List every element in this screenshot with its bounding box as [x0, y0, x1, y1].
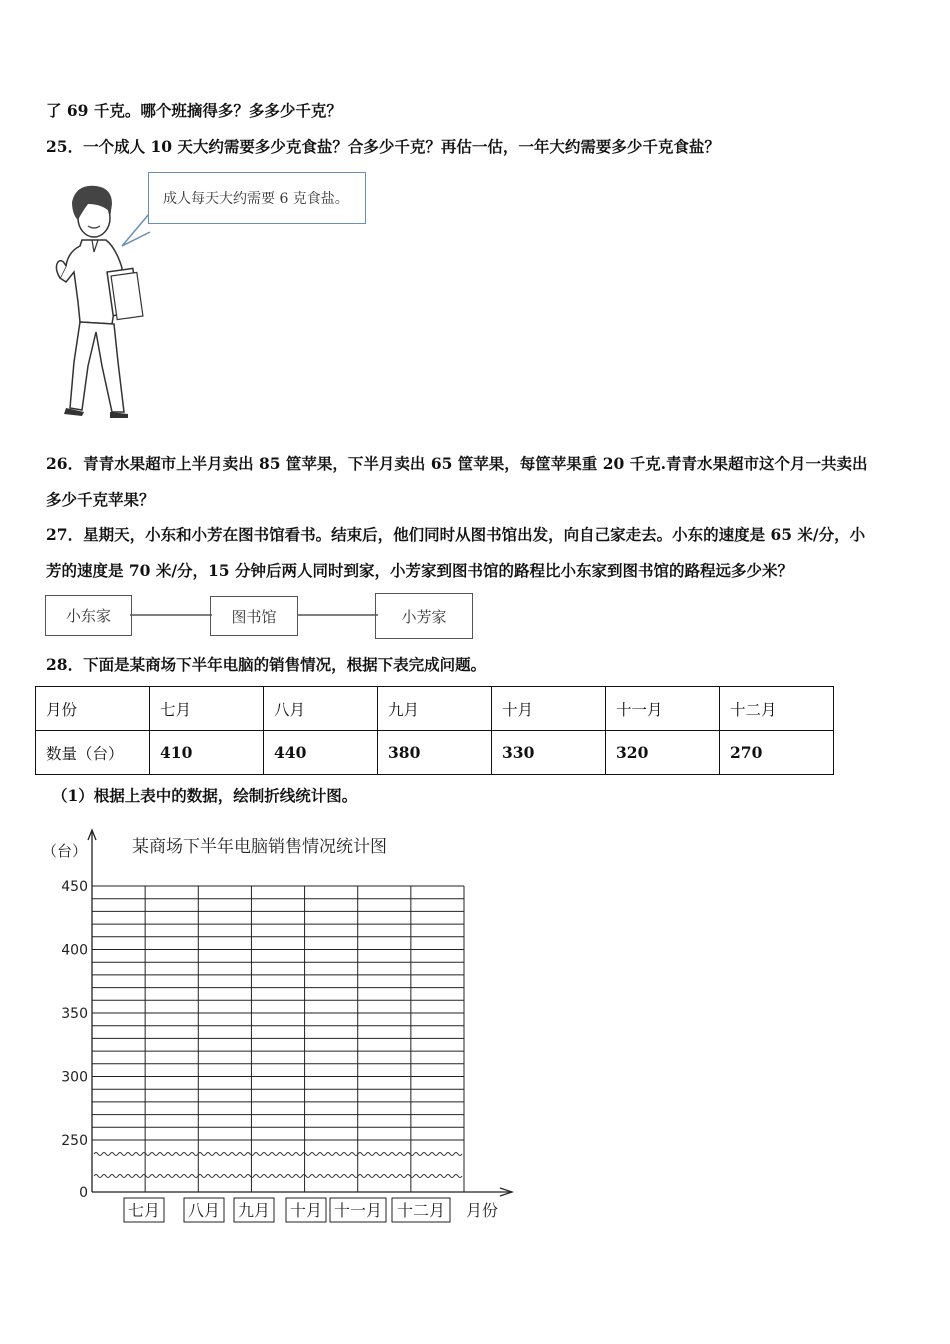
- x-category-label: 十二月: [396, 1201, 446, 1220]
- y-tick-label: 400: [61, 942, 88, 959]
- xiaofang-home-box: 小芳家: [375, 593, 473, 639]
- y-tick-label: 450: [61, 879, 88, 895]
- sales-table: [35, 686, 834, 775]
- y-tick-label: 350: [61, 1006, 88, 1022]
- line-chart: [0, 820, 560, 1240]
- xiaodong-home-box: 小东家: [45, 595, 132, 636]
- x-axis-label: 月份: [466, 1201, 499, 1220]
- y-tick-label: 0: [79, 1185, 88, 1201]
- table-value-cell: 330: [492, 731, 606, 775]
- table-value-label-cell: 数量（台）: [36, 731, 150, 775]
- table-row-values: [36, 731, 834, 775]
- question-28: 28．下面是某商场下半年电脑的销售情况，根据下表完成问题。: [46, 655, 487, 674]
- previous-question-end: 了 69 千克。哪个班摘得多？多多少千克？: [46, 101, 342, 120]
- y-tick-label: 250: [61, 1133, 88, 1149]
- question-26-line1: 26．青青水果超市上半月卖出 85 筐苹果，下半月卖出 65 筐苹果，每筐苹果重 20 千克.青青水果超市这个月一共卖出: [46, 454, 868, 473]
- question-27-line1: 27．星期天，小东和小芳在图书馆看书。结束后，他们同时从图书馆出发，向自己家走去。小东的速度是 65 米/分，小: [46, 525, 866, 544]
- table-value-cell: 270: [720, 731, 834, 775]
- table-month-cell: 七月: [150, 687, 264, 731]
- table-value-cell: 320: [606, 731, 720, 775]
- axis-break-mark: [94, 1175, 462, 1178]
- y-tick-label: 300: [61, 1069, 88, 1086]
- x-category-label: 八月: [187, 1201, 221, 1220]
- question-28-part1: （1）根据上表中的数据，绘制折线统计图。: [52, 786, 358, 805]
- speech-bubble: 成人每天大约需要 6 克食盐。: [148, 172, 366, 224]
- library-box: 图书馆: [210, 596, 298, 636]
- table-month-cell: 十一月: [606, 687, 720, 731]
- table-value-cell: 380: [378, 731, 492, 775]
- question-25: 25．一个成人 10 天大约需要多少克食盐？合多少千克？再估一估，一年大约需要多少千克食盐？: [46, 137, 720, 156]
- x-category-label: 七月: [127, 1201, 161, 1220]
- table-value-cell: 440: [264, 731, 378, 775]
- table-month-cell: 九月: [378, 687, 492, 731]
- question-27-line2: 芳的速度是 70 米/分，15 分钟后两人同时到家，小芳家到图书馆的路程比小东家到图书馆的路程远多少米？: [46, 561, 793, 580]
- table-header-cell: 月份: [36, 687, 150, 731]
- table-month-cell: 八月: [264, 687, 378, 731]
- table-month-cell: 十月: [492, 687, 606, 731]
- x-category-label: 九月: [237, 1201, 271, 1220]
- table-value-cell: 410: [150, 731, 264, 775]
- axis-break-mark: [94, 1153, 462, 1156]
- chart-grid: [92, 886, 464, 1192]
- chart-title: 某商场下半年电脑销售情况统计图: [132, 837, 387, 857]
- question-26-line2: 多少千克苹果？: [46, 490, 155, 509]
- table-month-cell: 十二月: [720, 687, 834, 731]
- x-category-label: 十一月: [333, 1201, 383, 1220]
- x-category-label: 十月: [289, 1201, 323, 1220]
- y-axis-label: （台）: [42, 842, 88, 860]
- table-row-months: [36, 687, 834, 731]
